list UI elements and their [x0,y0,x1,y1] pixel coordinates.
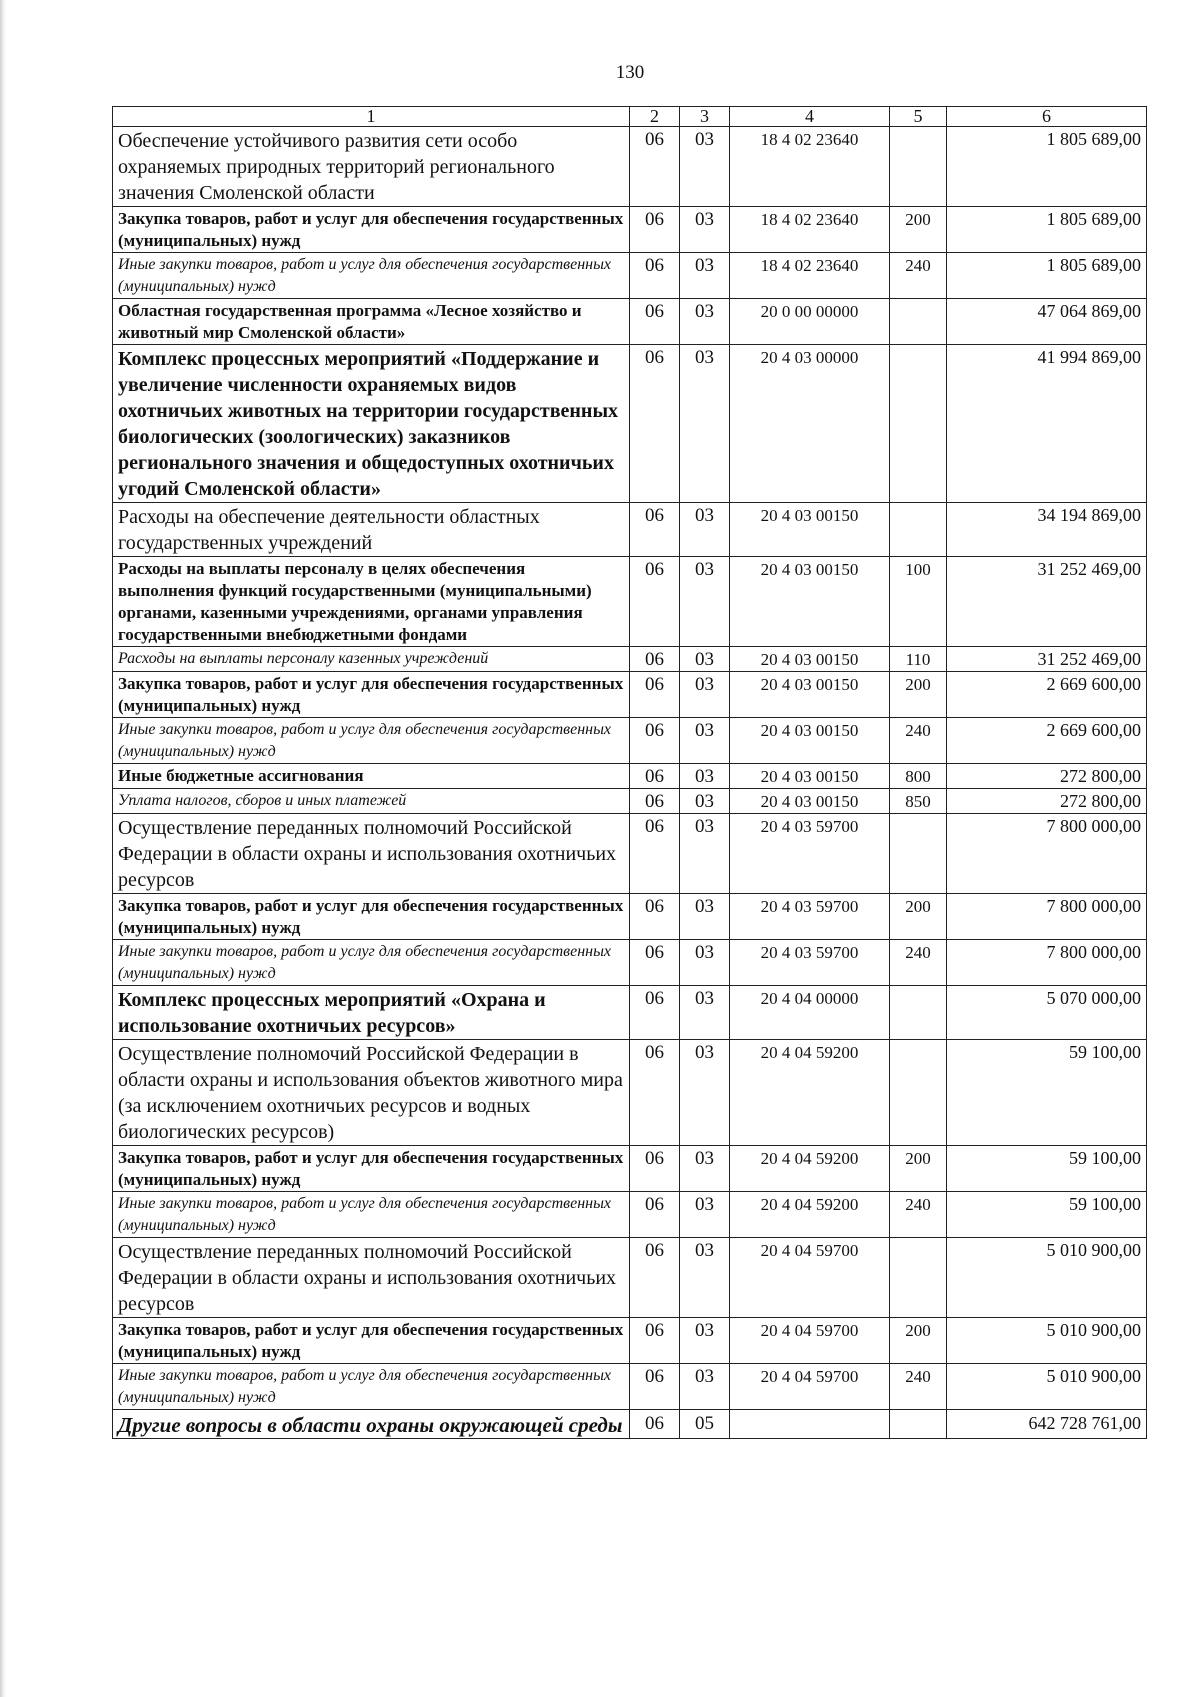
row-expense-type: 240 [890,718,947,764]
table-row [113,1192,1147,1238]
row-amount: 5 010 900,00 [947,1364,1147,1410]
row-name: Иные закупки товаров, работ и услуг для обеспечения государственных (муниципальных) нужд [113,1192,630,1238]
row-target-article: 18 4 02 23640 [730,253,890,299]
row-amount: 1 805 689,00 [947,207,1147,253]
row-section-code: 06 [630,672,680,718]
row-section-code: 06 [630,1364,680,1410]
header-col-2: 2 [630,107,680,127]
row-target-article: 20 4 04 59200 [730,1192,890,1238]
row-subsection-code: 03 [680,1146,730,1192]
row-section-code: 06 [630,1318,680,1364]
row-amount: 5 010 900,00 [947,1318,1147,1364]
row-section-code: 06 [630,1238,680,1318]
row-section-code: 06 [630,557,680,647]
row-section-code: 06 [630,127,680,207]
row-target-article: 18 4 02 23640 [730,207,890,253]
row-expense-type [890,1040,947,1146]
row-section-code: 06 [630,814,680,894]
row-name: Закупка товаров, работ и услуг для обеспечения государственных (муниципальных) нужд [113,672,630,718]
row-amount: 31 252 469,00 [947,647,1147,672]
header-col-1: 1 [113,107,630,127]
row-expense-type: 240 [890,1192,947,1238]
table-row [113,1146,1147,1192]
budget-table [112,106,1147,1439]
row-name: Иные бюджетные ассигнования [113,764,630,789]
row-amount: 642 728 761,00 [947,1410,1147,1439]
row-target-article: 20 4 03 59700 [730,814,890,894]
row-target-article: 20 4 03 00150 [730,764,890,789]
row-subsection-code: 03 [680,718,730,764]
row-expense-type: 200 [890,672,947,718]
row-target-article: 20 4 04 59700 [730,1318,890,1364]
row-amount: 31 252 469,00 [947,557,1147,647]
row-name: Другие вопросы в области охраны окружающей среды [113,1410,630,1439]
row-amount: 59 100,00 [947,1146,1147,1192]
row-subsection-code: 03 [680,207,730,253]
row-expense-type: 110 [890,647,947,672]
row-section-code: 06 [630,1146,680,1192]
row-amount: 59 100,00 [947,1040,1147,1146]
table-row [113,647,1147,672]
row-expense-type [890,127,947,207]
row-subsection-code: 03 [680,894,730,940]
row-amount: 5 010 900,00 [947,1238,1147,1318]
row-name: Иные закупки товаров, работ и услуг для обеспечения государственных (муниципальных) нужд [113,718,630,764]
row-expense-type [890,299,947,345]
table-row [113,503,1147,557]
table-row [113,253,1147,299]
row-amount: 7 800 000,00 [947,940,1147,986]
table-row [113,672,1147,718]
row-target-article: 20 4 04 59700 [730,1364,890,1410]
row-section-code: 06 [630,207,680,253]
row-expense-type [890,814,947,894]
row-section-code: 06 [630,503,680,557]
table-row [113,894,1147,940]
row-amount: 5 070 000,00 [947,986,1147,1040]
table-row [113,1410,1147,1439]
row-name: Комплекс процессных мероприятий «Охрана и использование охотничьих ресурсов» [113,986,630,1040]
row-amount: 47 064 869,00 [947,299,1147,345]
row-name: Закупка товаров, работ и услуг для обеспечения государственных (муниципальных) нужд [113,894,630,940]
header-col-4: 4 [730,107,890,127]
row-subsection-code: 03 [680,814,730,894]
row-subsection-code: 05 [680,1410,730,1439]
row-expense-type: 240 [890,253,947,299]
table-row [113,940,1147,986]
row-section-code: 06 [630,345,680,503]
header-col-5: 5 [890,107,947,127]
row-amount: 1 805 689,00 [947,127,1147,207]
row-target-article: 20 4 03 00150 [730,503,890,557]
table-header-row [113,107,1147,127]
row-subsection-code: 03 [680,127,730,207]
row-section-code: 06 [630,789,680,814]
row-section-code: 06 [630,940,680,986]
table-row [113,345,1147,503]
table-row [113,764,1147,789]
row-expense-type [890,503,947,557]
row-expense-type [890,1238,947,1318]
row-name: Уплата налогов, сборов и иных платежей [113,789,630,814]
row-name: Иные закупки товаров, работ и услуг для обеспечения государственных (муниципальных) нужд [113,1364,630,1410]
row-expense-type [890,1410,947,1439]
row-expense-type: 200 [890,1318,947,1364]
table-row [113,299,1147,345]
row-name: Иные закупки товаров, работ и услуг для обеспечения государственных (муниципальных) нужд [113,940,630,986]
scan-edge-shadow [0,0,6,1697]
row-subsection-code: 03 [680,672,730,718]
row-amount: 41 994 869,00 [947,345,1147,503]
row-subsection-code: 03 [680,1318,730,1364]
table-row [113,814,1147,894]
row-target-article: 20 4 04 59200 [730,1146,890,1192]
table-row [113,207,1147,253]
row-subsection-code: 03 [680,647,730,672]
row-target-article: 20 4 03 59700 [730,894,890,940]
row-amount: 7 800 000,00 [947,814,1147,894]
row-expense-type: 100 [890,557,947,647]
row-section-code: 06 [630,764,680,789]
row-subsection-code: 03 [680,503,730,557]
row-target-article: 20 4 03 00150 [730,718,890,764]
row-amount: 59 100,00 [947,1192,1147,1238]
row-subsection-code: 03 [680,1040,730,1146]
row-subsection-code: 03 [680,789,730,814]
row-subsection-code: 03 [680,557,730,647]
row-name: Осуществление полномочий Российской Федерации в области охраны и использования объектов животного мира (за исключением охотничьих ресурсов и водных биологических ресурсов) [113,1040,630,1146]
row-name: Расходы на обеспечение деятельности областных государственных учреждений [113,503,630,557]
row-name: Обеспечение устойчивого развития сети особо охраняемых природных территорий регионального значения Смоленской области [113,127,630,207]
row-amount: 2 669 600,00 [947,718,1147,764]
row-subsection-code: 03 [680,345,730,503]
row-amount: 272 800,00 [947,764,1147,789]
header-col-3: 3 [680,107,730,127]
row-target-article: 20 4 03 59700 [730,940,890,986]
table-row [113,1040,1147,1146]
row-target-article: 20 4 03 00150 [730,789,890,814]
page-number: 130 [615,62,645,83]
row-target-article: 20 4 03 00000 [730,345,890,503]
row-name: Осуществление переданных полномочий Российской Федерации в области охраны и использования охотничьих ресурсов [113,814,630,894]
row-expense-type: 800 [890,764,947,789]
header-col-6: 6 [947,107,1147,127]
budget-table-body [113,107,1147,1439]
row-expense-type: 200 [890,1146,947,1192]
row-name: Осуществление переданных полномочий Российской Федерации в области охраны и использования охотничьих ресурсов [113,1238,630,1318]
table-row [113,1238,1147,1318]
row-name: Иные закупки товаров, работ и услуг для обеспечения государственных (муниципальных) нужд [113,253,630,299]
row-name: Закупка товаров, работ и услуг для обеспечения государственных (муниципальных) нужд [113,207,630,253]
row-name: Закупка товаров, работ и услуг для обеспечения государственных (муниципальных) нужд [113,1146,630,1192]
row-target-article: 20 4 03 00150 [730,647,890,672]
row-section-code: 06 [630,1040,680,1146]
row-amount: 1 805 689,00 [947,253,1147,299]
row-target-article: 18 4 02 23640 [730,127,890,207]
row-section-code: 06 [630,894,680,940]
row-target-article: 20 4 04 59200 [730,1040,890,1146]
row-section-code: 06 [630,718,680,764]
row-section-code: 06 [630,1410,680,1439]
row-subsection-code: 03 [680,940,730,986]
row-target-article: 20 0 00 00000 [730,299,890,345]
row-subsection-code: 03 [680,1238,730,1318]
table-row [113,986,1147,1040]
row-section-code: 06 [630,986,680,1040]
table-row [113,789,1147,814]
row-expense-type: 850 [890,789,947,814]
row-subsection-code: 03 [680,299,730,345]
row-section-code: 06 [630,647,680,672]
row-expense-type: 240 [890,1364,947,1410]
row-expense-type [890,345,947,503]
row-section-code: 06 [630,253,680,299]
table-row [113,127,1147,207]
row-amount: 272 800,00 [947,789,1147,814]
table-row [113,1318,1147,1364]
row-section-code: 06 [630,299,680,345]
row-subsection-code: 03 [680,1192,730,1238]
row-subsection-code: 03 [680,1364,730,1410]
row-name: Закупка товаров, работ и услуг для обеспечения государственных (муниципальных) нужд [113,1318,630,1364]
row-target-article: 20 4 04 59700 [730,1238,890,1318]
row-name: Областная государственная программа «Лесное хозяйство и животный мир Смоленской области» [113,299,630,345]
row-name: Комплекс процессных мероприятий «Поддержание и увеличение численности охраняемых видов охотничьих животных на территории государственных биологических (зоологических) заказников регионального значения и общедоступных охотничьих угодий Смоленской области» [113,345,630,503]
row-subsection-code: 03 [680,764,730,789]
table-row [113,557,1147,647]
table-row [113,718,1147,764]
row-amount: 2 669 600,00 [947,672,1147,718]
row-amount: 34 194 869,00 [947,503,1147,557]
row-target-article: 20 4 03 00150 [730,557,890,647]
row-name: Расходы на выплаты персоналу в целях обеспечения выполнения функций государственными (муниципальными) органами, казенными учреждениями, органами управления государственными внебюджетными фондами [113,557,630,647]
row-expense-type [890,986,947,1040]
row-amount: 7 800 000,00 [947,894,1147,940]
row-expense-type: 240 [890,940,947,986]
row-expense-type: 200 [890,207,947,253]
row-section-code: 06 [630,1192,680,1238]
row-target-article [730,1410,890,1439]
row-name: Расходы на выплаты персоналу казенных учреждений [113,647,630,672]
row-subsection-code: 03 [680,986,730,1040]
row-subsection-code: 03 [680,253,730,299]
row-target-article: 20 4 04 00000 [730,986,890,1040]
row-target-article: 20 4 03 00150 [730,672,890,718]
row-expense-type: 200 [890,894,947,940]
table-row [113,1364,1147,1410]
